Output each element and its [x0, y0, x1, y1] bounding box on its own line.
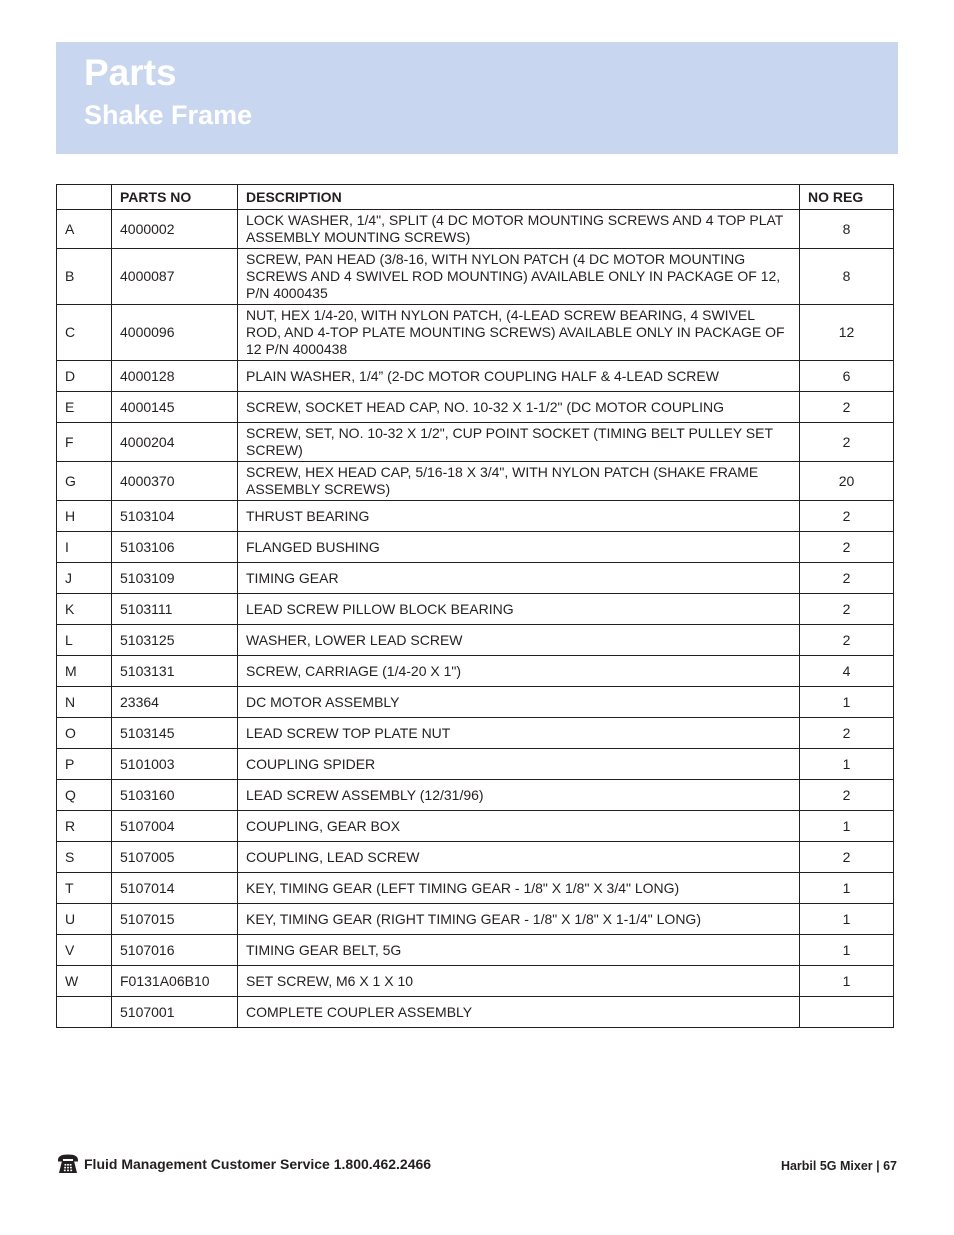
- part-description-cell: TIMING GEAR BELT, 5G: [238, 935, 800, 966]
- table-row: [57, 625, 894, 656]
- table-row: [57, 873, 894, 904]
- part-quantity-cell: 1: [800, 687, 894, 718]
- part-quantity-cell: 2: [800, 780, 894, 811]
- part-ref-cell: [57, 997, 112, 1028]
- part-quantity-cell: 2: [800, 718, 894, 749]
- column-header-quantity: NO REG: [800, 185, 894, 210]
- part-number-cell: 5107016: [112, 935, 238, 966]
- part-ref-cell: H: [57, 501, 112, 532]
- part-number-cell: 4000002: [112, 210, 238, 249]
- table-row: [57, 718, 894, 749]
- part-quantity-cell: 1: [800, 811, 894, 842]
- part-quantity-cell: 2: [800, 563, 894, 594]
- part-quantity-cell: 2: [800, 392, 894, 423]
- part-number-cell: 5103104: [112, 501, 238, 532]
- part-quantity-cell: 20: [800, 462, 894, 501]
- table-row: [57, 361, 894, 392]
- part-description-cell: SCREW, HEX HEAD CAP, 5/16-18 X 3/4", WITH NYLON PATCH (SHAKE FRAME ASSEMBLY SCREWS): [238, 462, 800, 501]
- part-quantity-cell: 1: [800, 966, 894, 997]
- table-row: [57, 532, 894, 563]
- part-ref-cell: L: [57, 625, 112, 656]
- part-description-cell: KEY, TIMING GEAR (RIGHT TIMING GEAR - 1/8" X 1/8" X 1-1/4" LONG): [238, 904, 800, 935]
- part-description-cell: COMPLETE COUPLER ASSEMBLY: [238, 997, 800, 1028]
- table-row: [57, 811, 894, 842]
- part-number-cell: 5103106: [112, 532, 238, 563]
- part-ref-cell: M: [57, 656, 112, 687]
- part-description-cell: KEY, TIMING GEAR (LEFT TIMING GEAR - 1/8" X 1/8" X 3/4" LONG): [238, 873, 800, 904]
- column-header-part-no: PARTS NO: [112, 185, 238, 210]
- part-quantity-cell: 12: [800, 305, 894, 361]
- part-description-cell: LEAD SCREW PILLOW BLOCK BEARING: [238, 594, 800, 625]
- part-description-cell: THRUST BEARING: [238, 501, 800, 532]
- part-number-cell: 4000087: [112, 249, 238, 305]
- part-number-cell: 5107014: [112, 873, 238, 904]
- part-ref-cell: V: [57, 935, 112, 966]
- part-ref-cell: C: [57, 305, 112, 361]
- table-row: [57, 656, 894, 687]
- part-quantity-cell: 8: [800, 249, 894, 305]
- table-row: [57, 423, 894, 462]
- part-ref-cell: J: [57, 563, 112, 594]
- part-number-cell: 4000145: [112, 392, 238, 423]
- part-number-cell: 5103160: [112, 780, 238, 811]
- table-row: [57, 305, 894, 361]
- part-ref-cell: B: [57, 249, 112, 305]
- part-quantity-cell: 1: [800, 904, 894, 935]
- part-number-cell: 5107015: [112, 904, 238, 935]
- table-row: [57, 249, 894, 305]
- part-number-cell: 5103125: [112, 625, 238, 656]
- table-row: [57, 501, 894, 532]
- part-ref-cell: E: [57, 392, 112, 423]
- part-description-cell: PLAIN WASHER, 1/4” (2-DC MOTOR COUPLING HALF & 4-LEAD SCREW: [238, 361, 800, 392]
- part-ref-cell: K: [57, 594, 112, 625]
- table-row: [57, 780, 894, 811]
- page-title: Parts: [84, 52, 177, 93]
- part-number-cell: F0131A06B10: [112, 966, 238, 997]
- part-number-cell: 5101003: [112, 749, 238, 780]
- part-description-cell: TIMING GEAR: [238, 563, 800, 594]
- part-ref-cell: T: [57, 873, 112, 904]
- part-ref-cell: U: [57, 904, 112, 935]
- table-row: [57, 842, 894, 873]
- part-quantity-cell: 4: [800, 656, 894, 687]
- part-ref-cell: Q: [57, 780, 112, 811]
- part-number-cell: 4000128: [112, 361, 238, 392]
- table-row: [57, 904, 894, 935]
- table-row: [57, 392, 894, 423]
- part-number-cell: 5103111: [112, 594, 238, 625]
- part-description-cell: WASHER, LOWER LEAD SCREW: [238, 625, 800, 656]
- part-quantity-cell: 2: [800, 501, 894, 532]
- part-description-cell: SCREW, PAN HEAD (3/8-16, WITH NYLON PATCH (4 DC MOTOR MOUNTING SCREWS AND 4 SWIVEL ROD MOUNTING) AVAILABLE ONLY IN PACKAGE OF 12, P/N 4000435: [238, 249, 800, 305]
- part-number-cell: 5107001: [112, 997, 238, 1028]
- part-quantity-cell: 2: [800, 532, 894, 563]
- part-number-cell: 5103145: [112, 718, 238, 749]
- part-ref-cell: R: [57, 811, 112, 842]
- table-row: [57, 997, 894, 1028]
- column-header-description: DESCRIPTION: [238, 185, 800, 210]
- part-ref-cell: D: [57, 361, 112, 392]
- part-quantity-cell: 2: [800, 625, 894, 656]
- part-number-cell: 4000204: [112, 423, 238, 462]
- part-quantity-cell: 2: [800, 423, 894, 462]
- column-header-ref: [57, 185, 112, 210]
- part-ref-cell: S: [57, 842, 112, 873]
- phone-icon: [56, 1153, 80, 1175]
- parts-table: [56, 184, 894, 1028]
- table-row: [57, 687, 894, 718]
- part-ref-cell: F: [57, 423, 112, 462]
- page-header-banner: [56, 42, 898, 154]
- page-subtitle: Shake Frame: [84, 100, 253, 130]
- customer-service-text: Fluid Management Customer Service 1.800.462.2466: [84, 1156, 432, 1172]
- part-number-cell: 5107005: [112, 842, 238, 873]
- part-description-cell: DC MOTOR ASSEMBLY: [238, 687, 800, 718]
- part-ref-cell: I: [57, 532, 112, 563]
- part-ref-cell: A: [57, 210, 112, 249]
- part-number-cell: 23364: [112, 687, 238, 718]
- part-quantity-cell: 6: [800, 361, 894, 392]
- part-number-cell: 5103109: [112, 563, 238, 594]
- part-ref-cell: O: [57, 718, 112, 749]
- part-description-cell: LOCK WASHER, 1/4", SPLIT (4 DC MOTOR MOUNTING SCREWS AND 4 TOP PLAT ASSEMBLY MOUNTING SCREWS): [238, 210, 800, 249]
- part-description-cell: SCREW, SET, NO. 10-32 X 1/2", CUP POINT SOCKET (TIMING BELT PULLEY SET SCREW): [238, 423, 800, 462]
- customer-service-footer: [56, 1153, 431, 1175]
- part-quantity-cell: 1: [800, 749, 894, 780]
- part-number-cell: 4000370: [112, 462, 238, 501]
- part-quantity-cell: 1: [800, 935, 894, 966]
- part-quantity-cell: 2: [800, 594, 894, 625]
- part-number-cell: 5103131: [112, 656, 238, 687]
- part-quantity-cell: 1: [800, 873, 894, 904]
- part-description-cell: SCREW, CARRIAGE (1/4-20 X 1"): [238, 656, 800, 687]
- part-description-cell: SCREW, SOCKET HEAD CAP, NO. 10-32 X 1-1/2" (DC MOTOR COUPLING: [238, 392, 800, 423]
- table-row: [57, 966, 894, 997]
- part-description-cell: LEAD SCREW ASSEMBLY (12/31/96): [238, 780, 800, 811]
- part-description-cell: LEAD SCREW TOP PLATE NUT: [238, 718, 800, 749]
- page-footer-title: Harbil 5G Mixer | 67: [780, 1159, 897, 1173]
- part-description-cell: COUPLING, GEAR BOX: [238, 811, 800, 842]
- part-description-cell: COUPLING SPIDER: [238, 749, 800, 780]
- table-row: [57, 563, 894, 594]
- part-quantity-cell: 8: [800, 210, 894, 249]
- table-header-row: [57, 185, 894, 210]
- part-ref-cell: N: [57, 687, 112, 718]
- table-row: [57, 462, 894, 501]
- table-row: [57, 935, 894, 966]
- part-description-cell: FLANGED BUSHING: [238, 532, 800, 563]
- part-description-cell: NUT, HEX 1/4-20, WITH NYLON PATCH, (4-LEAD SCREW BEARING, 4 SWIVEL ROD, AND 4-TOP PLATE MOUNTING SCREWS) AVAILABLE ONLY IN PACKAGE OF 12 P/N 4000438: [238, 305, 800, 361]
- table-row: [57, 749, 894, 780]
- table-row: [57, 210, 894, 249]
- part-number-cell: 5107004: [112, 811, 238, 842]
- part-description-cell: COUPLING, LEAD SCREW: [238, 842, 800, 873]
- part-ref-cell: W: [57, 966, 112, 997]
- part-ref-cell: P: [57, 749, 112, 780]
- part-quantity-cell: [800, 997, 894, 1028]
- part-quantity-cell: 2: [800, 842, 894, 873]
- table-row: [57, 594, 894, 625]
- part-number-cell: 4000096: [112, 305, 238, 361]
- part-ref-cell: G: [57, 462, 112, 501]
- parts-table-body: [57, 210, 894, 1028]
- part-description-cell: SET SCREW, M6 X 1 X 10: [238, 966, 800, 997]
